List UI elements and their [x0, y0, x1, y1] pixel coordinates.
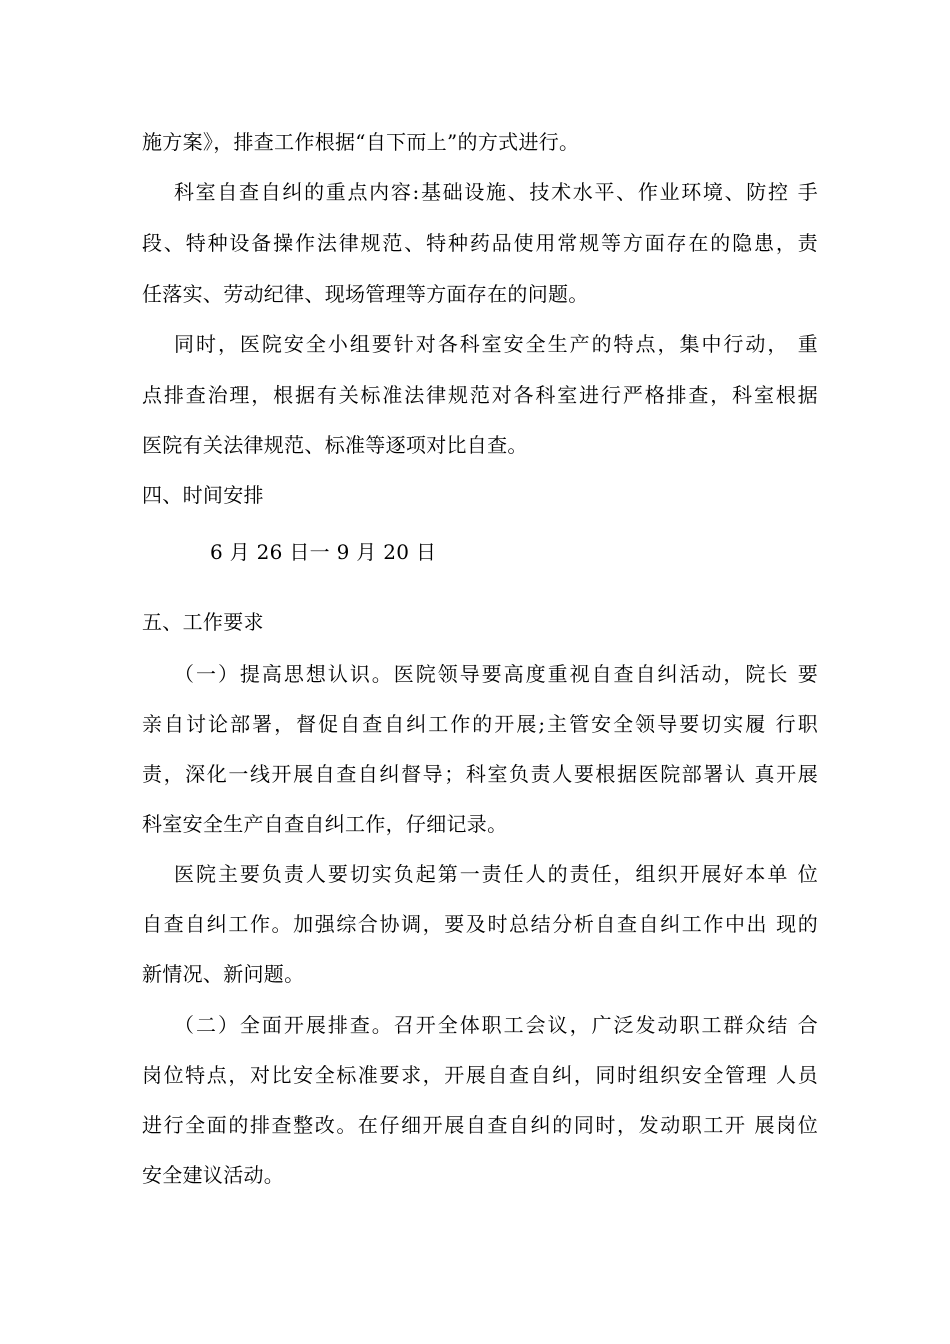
paragraph-line: 科室自查自纠的重点内容:基础设施、技术水平、作业环境、防控 手: [174, 180, 818, 204]
paragraph-line: 责，深化一线开展自查自纠督导；科室负责人要根据医院部署认 真开展: [142, 762, 818, 786]
paragraph-line: 任落实、劳动纪律、现场管理等方面存在的问题。: [142, 282, 589, 306]
paragraph-line: 医院有关法律规范、标准等逐项对比自查。: [142, 433, 528, 457]
paragraph-line: 科室安全生产自查自纠工作，仔细记录。: [142, 812, 508, 836]
paragraph-line: 点排查治理，根据有关标准法律规范对各科室进行严格排查，科室根据: [142, 383, 818, 407]
section-heading: 四、时间安排: [142, 483, 264, 507]
paragraph-line: 同时，医院安全小组要针对各科室安全生产的特点，集中行动， 重: [174, 332, 818, 356]
paragraph-line: 段、特种设备操作法律规范、特种药品使用常规等方面存在的隐患，责: [142, 231, 818, 255]
paragraph-line: 岗位特点，对比安全标准要求，开展自查自纠，同时组织安全管理 人员: [142, 1063, 818, 1087]
section-heading: 五、工作要求: [142, 610, 264, 634]
paragraph-line: （二）全面开展排查。召开全体职工会议，广泛发动职工群众结 合: [174, 1013, 818, 1037]
paragraph-line: 自查自纠工作。加强综合协调，要及时总结分析自查自纠工作中出 现的: [142, 912, 818, 936]
paragraph-line: 进行全面的排查整改。在仔细开展自查自纠的同时，发动职工开 展岗位: [142, 1113, 818, 1137]
paragraph-line: （一）提高思想认识。医院领导要高度重视自查自纠活动，院长 要: [174, 662, 818, 686]
paragraph-line: 亲自讨论部署，督促自查自纠工作的开展;主管安全领导要切实履 行职: [142, 712, 818, 736]
paragraph-line: 医院主要负责人要切实负起第一责任人的责任，组织开展好本单 位: [174, 862, 818, 886]
paragraph-line: 新情况、新问题。: [142, 962, 305, 986]
date-range: 6 月 26 日一 9 月 20 日: [210, 540, 437, 564]
paragraph-line: 施方案》，排查工作根据“自下而上”的方式进行。: [142, 130, 580, 154]
paragraph-line: 安全建议活动。: [142, 1163, 285, 1187]
